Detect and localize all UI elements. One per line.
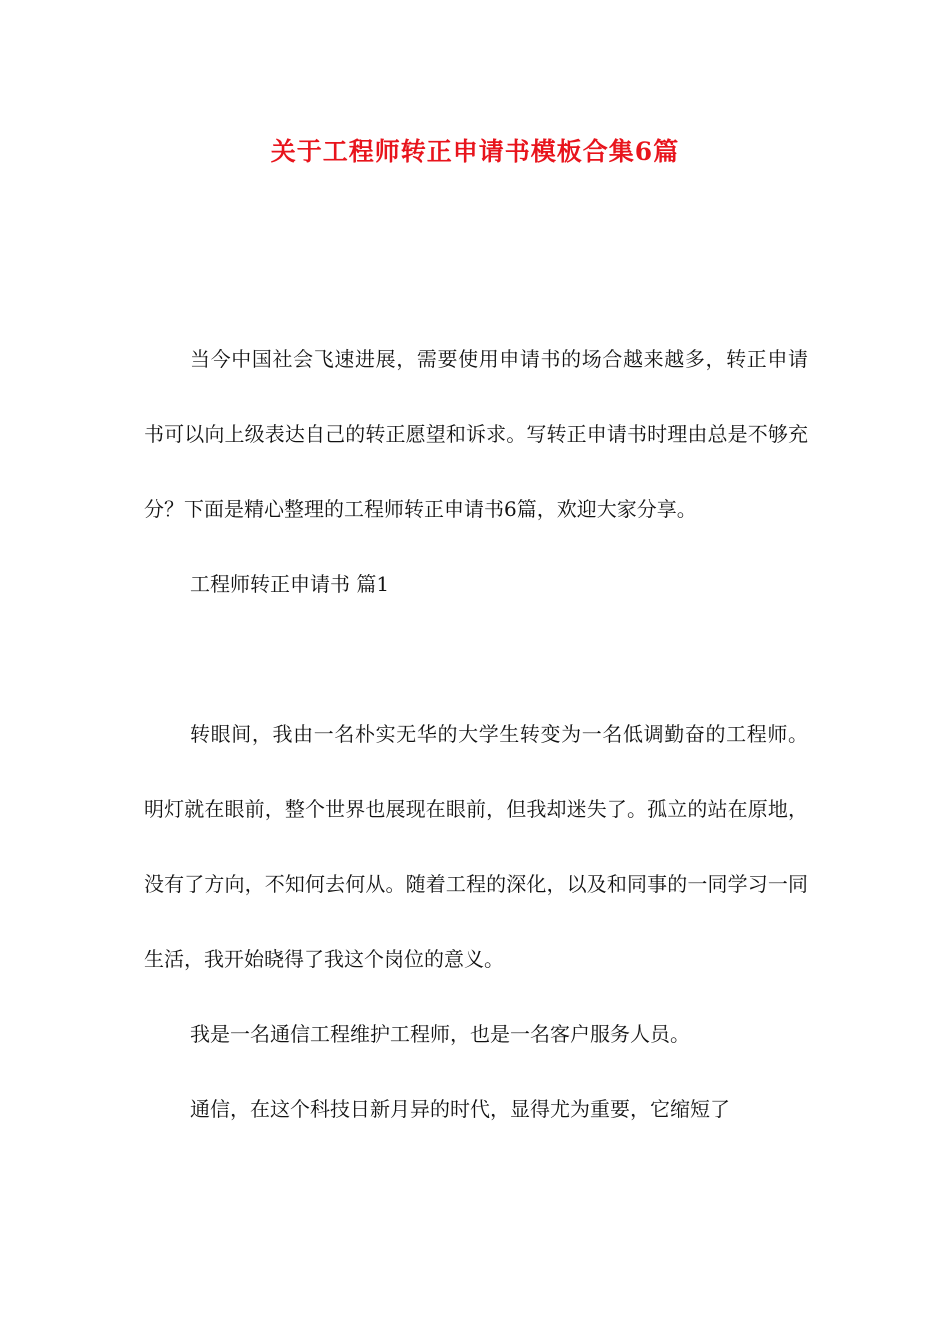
section-heading-1: 工程师转正申请书 篇1	[190, 572, 390, 596]
document-title: 关于工程师转正申请书模板合集6篇	[270, 137, 680, 166]
intro-paragraph: 当今中国社会飞速进展，需要使用申请书的场合越来越多，转正申请书可以向上级表达自己的转正愿望和诉求。写转正申请书时理由总是不够充分？下面是精心整理的工程师转正申请书6篇，欢迎大家分享。	[144, 347, 808, 521]
document-body	[144, 322, 808, 1147]
body-paragraph-2: 我是一名通信工程维护工程师，也是一名客户服务人员。	[190, 1022, 690, 1046]
body-paragraph-1: 转眼间，我由一名朴实无华的大学生转变为一名低调勤奋的工程师。明灯就在眼前，整个世界也展现在眼前，但我却迷失了。孤立的站在原地，没有了方向，不知何去何从。随着工程的深化，以及和同事的一同学习一同生活，我开始晓得了我这个岗位的意义。	[144, 722, 808, 971]
body-paragraph-3: 通信，在这个科技日新月异的时代，显得尤为重要，它缩短了	[190, 1097, 730, 1121]
